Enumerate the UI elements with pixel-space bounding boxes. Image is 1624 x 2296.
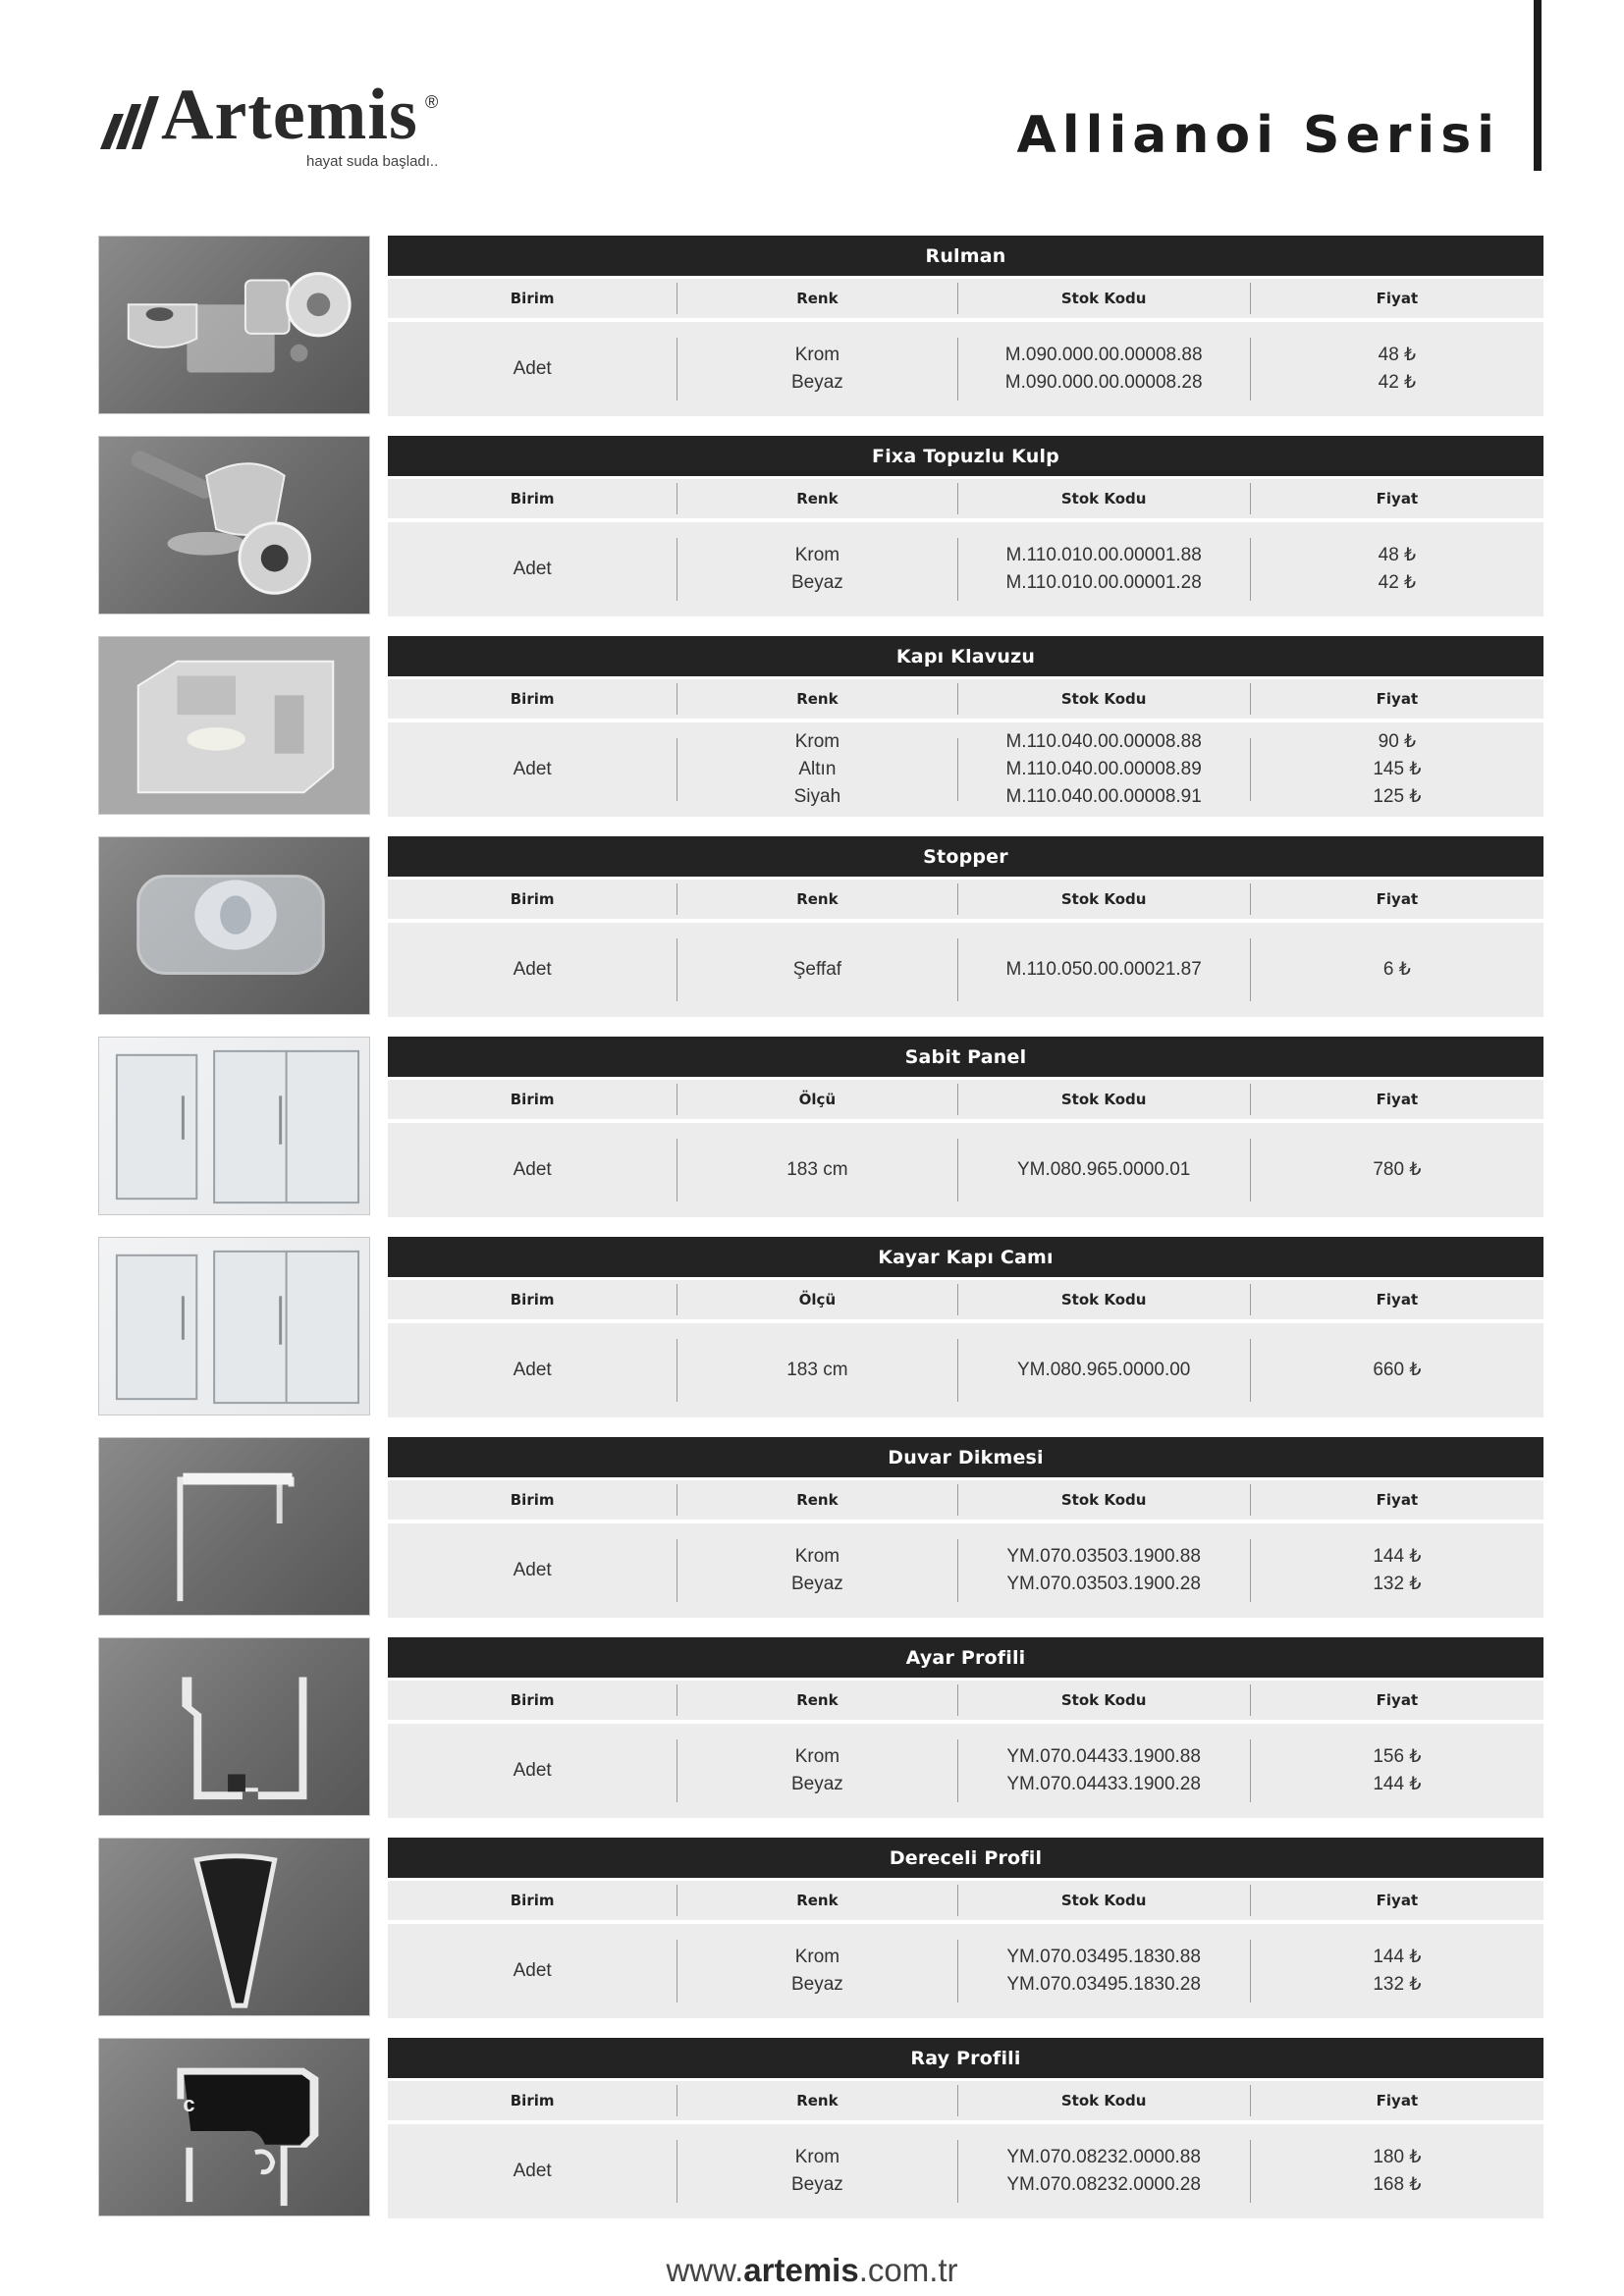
- bearing-roller-photo: [98, 236, 370, 414]
- product-table: [388, 1237, 1543, 1417]
- header-unit: Birim: [510, 1291, 555, 1308]
- product-row: [0, 1437, 1624, 1618]
- header-unit: Birim: [510, 2092, 555, 2109]
- product-title: Stopper: [388, 836, 1543, 877]
- header-unit: Birim: [510, 290, 555, 307]
- table-row: [388, 1924, 1543, 2018]
- variant-spec: Beyaz: [790, 572, 843, 593]
- product-table: [388, 836, 1543, 1017]
- product-title: Fixa Topuzlu Kulp: [388, 436, 1543, 476]
- table-row: [388, 522, 1543, 616]
- header-stock-code: Stok Kodu: [1060, 490, 1147, 507]
- table-header-row: [388, 479, 1543, 518]
- header-unit: Birim: [510, 1491, 555, 1509]
- product-row: [0, 236, 1624, 416]
- product-title: Kayar Kapı Camı: [388, 1237, 1543, 1277]
- unit-cell: Adet: [513, 759, 552, 779]
- product-row: [0, 1838, 1624, 2018]
- product-title: Dereceli Profil: [388, 1838, 1543, 1878]
- variant-spec: Şeffaf: [792, 959, 842, 980]
- variant-spec: Beyaz: [790, 372, 843, 393]
- stopper-photo: [98, 836, 370, 1015]
- table-row: [388, 722, 1543, 817]
- spec-cell: [677, 1543, 956, 1598]
- variant-stock-code: YM.070.03503.1900.28: [1006, 1574, 1201, 1594]
- table-header-row: [388, 1280, 1543, 1319]
- variant-price: 144 ₺: [1373, 1947, 1422, 1967]
- variant-stock-code: M.090.000.00.00008.28: [1004, 372, 1203, 393]
- header-unit: Birim: [510, 1091, 555, 1108]
- spec-cell: [677, 1944, 956, 1999]
- spec-cell: [677, 1743, 956, 1798]
- spec-cell: [677, 956, 956, 984]
- variant-price: 780 ₺: [1373, 1159, 1422, 1180]
- variant-stock-code: YM.080.965.0000.01: [1016, 1159, 1191, 1180]
- variant-price: 180 ₺: [1373, 2147, 1422, 2167]
- table-header-row: [388, 1681, 1543, 1720]
- variant-price: 42 ₺: [1378, 572, 1417, 593]
- table-row: [388, 1724, 1543, 1818]
- stock-code-cell: [958, 1156, 1250, 1184]
- product-title: Kapı Klavuzu: [388, 636, 1543, 676]
- variant-spec: Krom: [794, 1947, 840, 1967]
- variant-stock-code: YM.080.965.0000.00: [1016, 1360, 1191, 1380]
- product-row: [0, 1037, 1624, 1217]
- header-spec: Renk: [796, 290, 839, 307]
- website-url[interactable]: www.artemis.com.tr: [666, 2252, 958, 2288]
- product-title: Ayar Profili: [388, 1637, 1543, 1678]
- variant-stock-code: YM.070.04433.1900.88: [1006, 1746, 1201, 1767]
- table-header-row: [388, 1080, 1543, 1119]
- table-row: [388, 923, 1543, 1017]
- variant-price: 6 ₺: [1382, 959, 1411, 980]
- header-price: Fiyat: [1376, 1491, 1419, 1509]
- unit-cell: Adet: [513, 1760, 552, 1781]
- variant-stock-code: M.110.010.00.00001.88: [1005, 545, 1202, 565]
- price-cell: [1251, 956, 1543, 984]
- header-spec: Ölçü: [798, 1091, 837, 1108]
- variant-stock-code: YM.070.04433.1900.28: [1006, 1774, 1201, 1794]
- stock-code-cell: [958, 956, 1250, 984]
- product-title: Sabit Panel: [388, 1037, 1543, 1077]
- header-unit: Birim: [510, 490, 555, 507]
- stock-code-cell: [958, 1944, 1250, 1999]
- variant-stock-code: M.110.040.00.00008.89: [1005, 759, 1202, 779]
- unit-cell: Adet: [513, 559, 552, 579]
- variant-spec: Altın: [798, 759, 837, 779]
- header-stock-code: Stok Kodu: [1060, 890, 1147, 908]
- variant-spec: Siyah: [793, 786, 841, 807]
- variant-stock-code: YM.070.03495.1830.28: [1006, 1974, 1201, 1995]
- header-price: Fiyat: [1376, 490, 1419, 507]
- variant-spec: Krom: [794, 345, 840, 365]
- product-table: [388, 236, 1543, 416]
- price-cell: [1251, 1156, 1543, 1184]
- header-price: Fiyat: [1376, 1291, 1419, 1308]
- header-stock-code: Stok Kodu: [1060, 290, 1147, 307]
- header-unit: Birim: [510, 690, 555, 708]
- variant-stock-code: YM.070.08232.0000.88: [1006, 2147, 1201, 2167]
- price-cell: [1251, 728, 1543, 811]
- sliding-glass-photo: [98, 1237, 370, 1415]
- stock-code-cell: [958, 1543, 1250, 1598]
- product-table: [388, 436, 1543, 616]
- variant-stock-code: YM.070.03503.1900.88: [1006, 1546, 1201, 1567]
- variant-stock-code: M.110.040.00.00008.91: [1005, 786, 1202, 807]
- price-cell: [1251, 1543, 1543, 1598]
- unit-cell: Adet: [513, 959, 552, 980]
- unit-cell: Adet: [513, 2161, 552, 2181]
- price-cell: [1251, 2144, 1543, 2199]
- variant-price: 660 ₺: [1373, 1360, 1422, 1380]
- variant-spec: Krom: [794, 1546, 840, 1567]
- header-price: Fiyat: [1376, 890, 1419, 908]
- variant-price: 42 ₺: [1378, 372, 1417, 393]
- variant-spec: 183 cm: [786, 1360, 848, 1380]
- header-spec: Renk: [796, 1691, 839, 1709]
- variant-price: 125 ₺: [1373, 786, 1422, 807]
- header-spec: Renk: [796, 690, 839, 708]
- variant-price: 48 ₺: [1378, 545, 1417, 565]
- product-row: [0, 2038, 1624, 2218]
- stock-code-cell: [958, 2144, 1250, 2199]
- header-spec: Renk: [796, 890, 839, 908]
- table-row: [388, 2124, 1543, 2218]
- rail-profile-photo: [98, 2038, 370, 2216]
- header-price: Fiyat: [1376, 2092, 1419, 2109]
- header-stock-code: Stok Kodu: [1060, 1291, 1147, 1308]
- product-row: [0, 1237, 1624, 1417]
- header-unit: Birim: [510, 1892, 555, 1909]
- product-table: [388, 1838, 1543, 2018]
- header-stock-code: Stok Kodu: [1060, 1892, 1147, 1909]
- header-stock-code: Stok Kodu: [1060, 1491, 1147, 1509]
- brand-logo: [98, 75, 452, 183]
- brand-tagline: hayat suda başladı..: [306, 153, 439, 170]
- svg-text:c: c: [183, 2092, 195, 2117]
- price-cell: [1251, 1944, 1543, 1999]
- variant-stock-code: YM.070.08232.0000.28: [1006, 2174, 1201, 2195]
- spec-cell: [677, 2144, 956, 2199]
- variant-price: 144 ₺: [1373, 1774, 1422, 1794]
- variant-spec: Beyaz: [790, 2174, 843, 2195]
- product-table: [388, 636, 1543, 817]
- variant-price: 168 ₺: [1373, 2174, 1422, 2195]
- header-stock-code: Stok Kodu: [1060, 1691, 1147, 1709]
- stock-code-cell: [958, 728, 1250, 811]
- variant-price: 132 ₺: [1373, 1974, 1422, 1995]
- door-guide-photo: [98, 636, 370, 815]
- product-row: [0, 436, 1624, 616]
- fixed-panel-photo: [98, 1037, 370, 1215]
- spec-cell: [677, 728, 956, 811]
- unit-cell: Adet: [513, 1360, 552, 1380]
- table-header-row: [388, 279, 1543, 318]
- price-cell: [1251, 342, 1543, 397]
- unit-cell: Adet: [513, 1159, 552, 1180]
- header-price: Fiyat: [1376, 290, 1419, 307]
- variant-spec: Beyaz: [790, 1974, 843, 1995]
- unit-cell: Adet: [513, 1960, 552, 1981]
- header-stock-code: Stok Kodu: [1060, 1091, 1147, 1108]
- product-row: [0, 1637, 1624, 1818]
- variant-spec: 183 cm: [786, 1159, 848, 1180]
- product-row: [0, 836, 1624, 1017]
- variant-stock-code: YM.070.03495.1830.88: [1006, 1947, 1201, 1967]
- product-table: [388, 1037, 1543, 1217]
- stock-code-cell: [958, 1357, 1250, 1384]
- table-header-row: [388, 679, 1543, 719]
- variant-spec: Krom: [794, 2147, 840, 2167]
- brand-name: Artemis: [161, 75, 418, 155]
- unit-cell: Adet: [513, 1560, 552, 1580]
- header-spec: Ölçü: [798, 1291, 837, 1308]
- table-header-row: [388, 1881, 1543, 1920]
- header-spec: Renk: [796, 490, 839, 507]
- variant-price: 145 ₺: [1373, 759, 1422, 779]
- price-cell: [1251, 542, 1543, 597]
- product-row: [0, 636, 1624, 817]
- spec-cell: [677, 1156, 956, 1184]
- header-spec: Renk: [796, 2092, 839, 2109]
- product-title: Duvar Dikmesi: [388, 1437, 1543, 1477]
- variant-price: 156 ₺: [1373, 1746, 1422, 1767]
- header-stock-code: Stok Kodu: [1060, 2092, 1147, 2109]
- table-header-row: [388, 1480, 1543, 1520]
- price-cell: [1251, 1743, 1543, 1798]
- variant-spec: Krom: [794, 545, 840, 565]
- variant-price: 90 ₺: [1378, 731, 1417, 752]
- variant-stock-code: M.090.000.00.00008.88: [1004, 345, 1203, 365]
- registered-mark: ®: [425, 92, 439, 112]
- variant-price: 144 ₺: [1373, 1546, 1422, 1567]
- variant-spec: Beyaz: [790, 1774, 843, 1794]
- page-title: Allianoi Serisi: [1016, 106, 1500, 165]
- header-price: Fiyat: [1376, 690, 1419, 708]
- wall-profile-photo: [98, 1437, 370, 1616]
- header-price: Fiyat: [1376, 1892, 1419, 1909]
- header-unit: Birim: [510, 890, 555, 908]
- stock-code-cell: [958, 1743, 1250, 1798]
- header-spec: Renk: [796, 1491, 839, 1509]
- table-row: [388, 1323, 1543, 1417]
- stock-code-cell: [958, 542, 1250, 597]
- variant-stock-code: M.110.050.00.00021.87: [1005, 959, 1202, 980]
- variant-spec: Krom: [794, 1746, 840, 1767]
- price-cell: [1251, 1357, 1543, 1384]
- logo-slashes-icon: [98, 92, 159, 151]
- spec-cell: [677, 542, 956, 597]
- product-table: [388, 1437, 1543, 1618]
- variant-price: 132 ₺: [1373, 1574, 1422, 1594]
- header-stock-code: Stok Kodu: [1060, 690, 1147, 708]
- variant-stock-code: M.110.040.00.00008.88: [1005, 731, 1202, 752]
- variant-price: 48 ₺: [1378, 345, 1417, 365]
- unit-cell: Adet: [513, 358, 552, 379]
- stock-code-cell: [958, 342, 1250, 397]
- variant-spec: Krom: [794, 731, 840, 752]
- product-title: Ray Profili: [388, 2038, 1543, 2078]
- knob-handle-photo: [98, 436, 370, 614]
- table-header-row: [388, 880, 1543, 919]
- product-table: [388, 2038, 1543, 2218]
- header-price: Fiyat: [1376, 1691, 1419, 1709]
- spec-cell: [677, 1357, 956, 1384]
- table-row: [388, 1523, 1543, 1618]
- title-accent-bar: [1534, 0, 1542, 171]
- table-header-row: [388, 2081, 1543, 2120]
- variant-stock-code: M.110.010.00.00001.28: [1005, 572, 1202, 593]
- spec-cell: [677, 342, 956, 397]
- variant-spec: Beyaz: [790, 1574, 843, 1594]
- header-unit: Birim: [510, 1691, 555, 1709]
- table-row: [388, 322, 1543, 416]
- table-row: [388, 1123, 1543, 1217]
- angle-profile-photo: [98, 1838, 370, 2016]
- product-table: [388, 1637, 1543, 1818]
- product-title: Rulman: [388, 236, 1543, 276]
- adjust-profile-photo: [98, 1637, 370, 1816]
- header-price: Fiyat: [1376, 1091, 1419, 1108]
- header-spec: Renk: [796, 1892, 839, 1909]
